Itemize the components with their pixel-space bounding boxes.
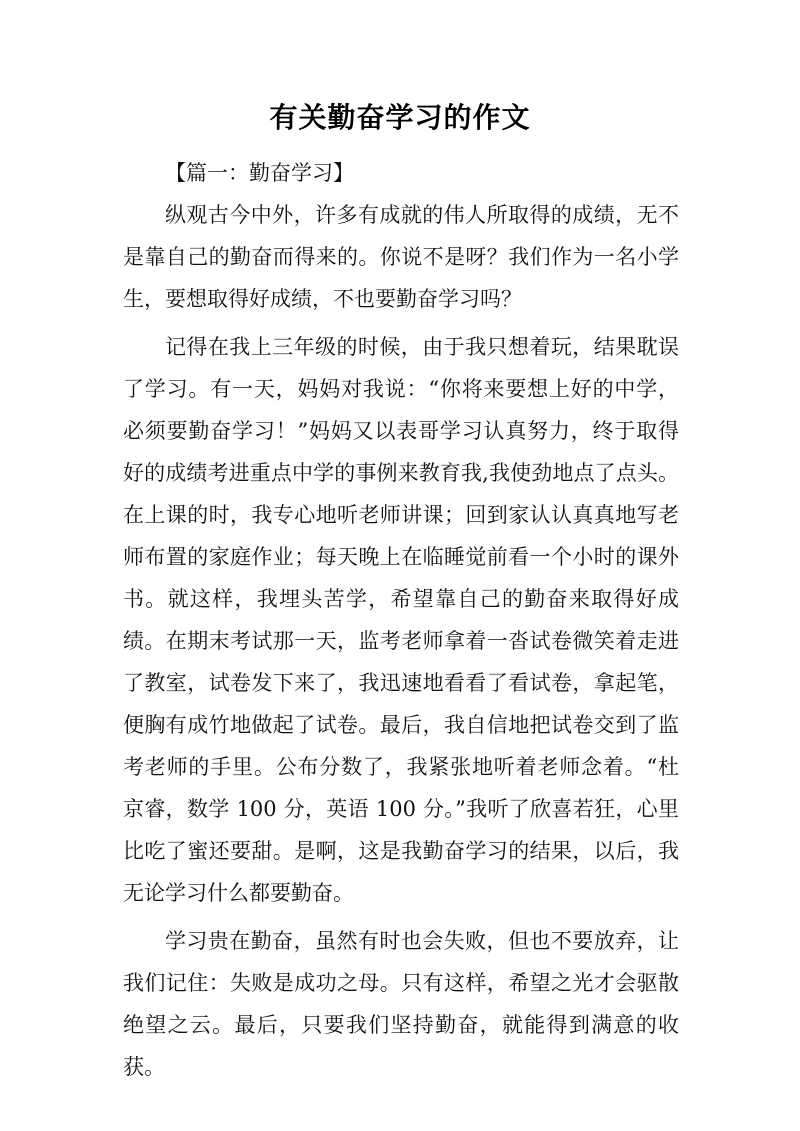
document-body <box>123 152 679 1088</box>
paragraph: 记得在我上三年级的时候，由于我只想着玩，结果耽误了学习。有一天，妈妈对我说：“你将来要想上好的中学，必须要勤奋学习！”妈妈又以表哥学习认真努力，终于取得好的成绩考进重点中学的事例来教育我,我使劲地点了点头。在上课的时，我专心地听老师讲课；回到家认认真真地写老师布置的家庭作业；每天晚上在临睡觉前看一个小时的课外书。就这样，我埋头苦学，希望靠自己的勤奋来取得好成绩。在期末考试那一天，监考老师拿着一沓试卷微笑着走进了教室，试卷发下来了，我迅速地看看了看试卷，拿起笔，便胸有成竹地做起了试卷。最后，我自信地把试卷交到了监考老师的手里。公布分数了，我紧张地听着老师念着。“杜京睿，数学 100 分，英语 100 分。”我听了欣喜若狂，心里比吃了蜜还要甜。是啊，这是我勤奋学习的结果，以后，我无论学习什么都要勤奋。 <box>123 335 679 905</box>
paragraph: 学习贵在勤奋，虽然有时也会失败，但也不要放弃，让我们记住：失败是成功之母。只有这样，希望之光才会驱散绝望之云。最后，只要我们坚持勤奋，就能得到满意的收获。 <box>123 929 679 1079</box>
paragraph: 纵观古今中外，许多有成就的伟人所取得的成绩，无不是靠自己的勤奋而得来的。你说不是呀？我们作为一名小学生，要想取得好成绩，不也要勤奋学习吗？ <box>123 203 679 311</box>
document-title: 有关勤奋学习的作文 <box>269 101 531 134</box>
section-heading: 【篇一：勤奋学习】 <box>165 161 354 185</box>
